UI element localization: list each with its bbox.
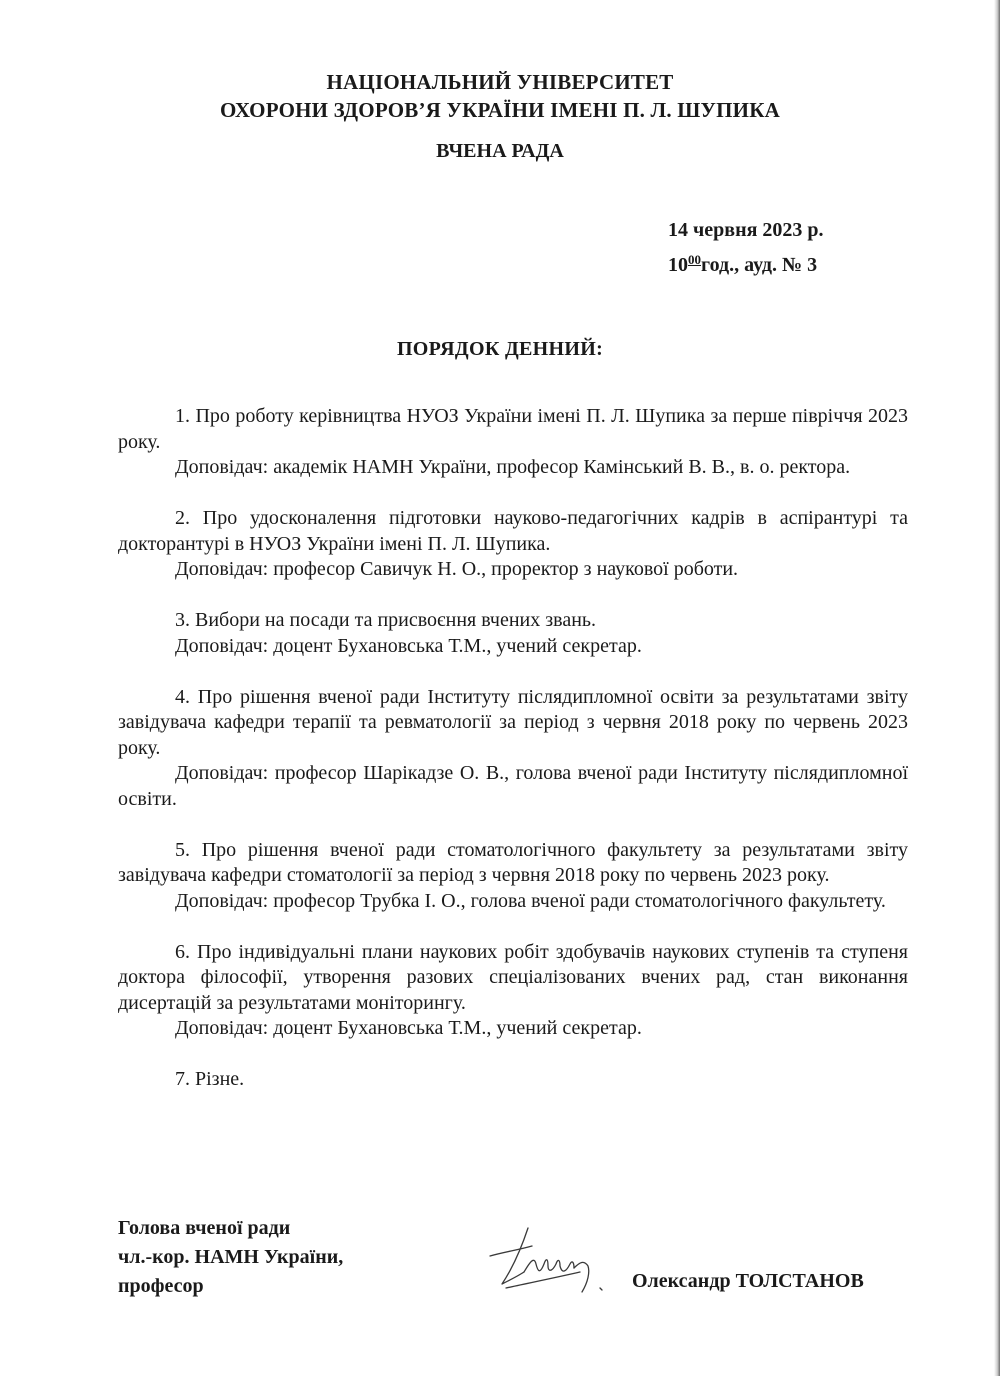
signatory-name: Олександр ТОЛСТАНОВ bbox=[632, 1270, 864, 1292]
agenda-item-text: 6. Про індивідуальні плани наукових робіт здобувачів наукових ступенів та ступеня доктора філософії, утворення разових спеціалізованих вчених рад, стан виконання дисертацій за результатами моніторингу. bbox=[118, 940, 908, 1014]
meeting-time-place bbox=[668, 245, 824, 280]
handwritten-signature bbox=[484, 1222, 624, 1306]
agenda-item-1 bbox=[118, 404, 908, 481]
council-title: ВЧЕНА РАДА bbox=[436, 140, 564, 162]
signatory-position: Голова вченої ради bbox=[118, 1217, 291, 1239]
meeting-details bbox=[668, 216, 824, 280]
signatory-membership: чл.-кор. НАМН України, bbox=[118, 1246, 344, 1268]
agenda-item-text: 7. Різне. bbox=[175, 1068, 245, 1090]
agenda-item-5 bbox=[118, 838, 908, 915]
meeting-hour: 10 bbox=[668, 254, 688, 276]
signatory-title bbox=[118, 1214, 343, 1301]
scan-edge-shadow bbox=[994, 0, 1000, 1376]
agenda-item-speaker: Доповідач: професор Трубка І. О., голова вченої ради стоматологічного факультету. bbox=[175, 889, 886, 912]
agenda-item-speaker: Доповідач: доцент Бухановська Т.М., учений секретар. bbox=[175, 1017, 642, 1039]
agenda-item-speaker: Доповідач: академік НАМН України, професор Камінський В. В., в. о. ректора. bbox=[175, 456, 851, 478]
agenda-item-6 bbox=[118, 940, 908, 1042]
agenda-item-text: 1. Про роботу керівництва НУОЗ України імені П. Л. Шупика за перше півріччя 2023 року. bbox=[118, 405, 908, 453]
agenda-item-2 bbox=[118, 506, 908, 583]
meeting-date: 14 червня 2023 р. bbox=[668, 219, 824, 241]
agenda-item-7 bbox=[118, 1067, 908, 1093]
document-header bbox=[0, 68, 1000, 124]
agenda-item-speaker: Доповідач: доцент Бухановська Т.М., учений секретар. bbox=[175, 634, 642, 657]
meeting-place: год., ауд. № 3 bbox=[701, 254, 818, 276]
agenda-item-text: 4. Про рішення вченої ради Інституту післядипломної освіти за результатами звіту завідувача кафедри терапії та ревматології за період з червня 2018 року по червень 2023 року. bbox=[118, 685, 908, 759]
meeting-minutes: 00 bbox=[688, 252, 701, 267]
agenda-title: ПОРЯДОК ДЕННИЙ: bbox=[396, 338, 604, 360]
university-name-line2: ОХОРОНИ ЗДОРОВ’Я УКРАЇНИ ІМЕНІ П. Л. ШУПИКА bbox=[219, 98, 781, 122]
university-name-line1: НАЦІОНАЛЬНИЙ УНІВЕРСИТЕТ bbox=[326, 70, 674, 94]
agenda-item-4 bbox=[118, 685, 908, 813]
agenda-item-speaker: Доповідач: професор Савичук Н. О., проректор з наукової роботи. bbox=[175, 558, 739, 580]
agenda-item-text: 3. Вибори на посади та присвоєння вчених звань. bbox=[175, 609, 597, 631]
agenda-item-3 bbox=[118, 608, 908, 659]
agenda-item-speaker: Доповідач: професор Шарікадзе О. В., голова вченої ради Інституту післядипломної освіти. bbox=[118, 762, 908, 810]
agenda-item-text: 5. Про рішення вченої ради стоматологічного факультету за результатами звіту завідувача кафедри стоматології за період з червня 2018 року по червень 2023 року. bbox=[118, 838, 908, 886]
signatory-rank: професор bbox=[118, 1275, 204, 1297]
agenda-list bbox=[118, 404, 908, 1118]
agenda-item-text: 2. Про удосконалення підготовки науково-педагогічних кадрів в аспірантурі та докторантурі в НУОЗ України імені П. Л. Шупика. bbox=[118, 507, 908, 555]
